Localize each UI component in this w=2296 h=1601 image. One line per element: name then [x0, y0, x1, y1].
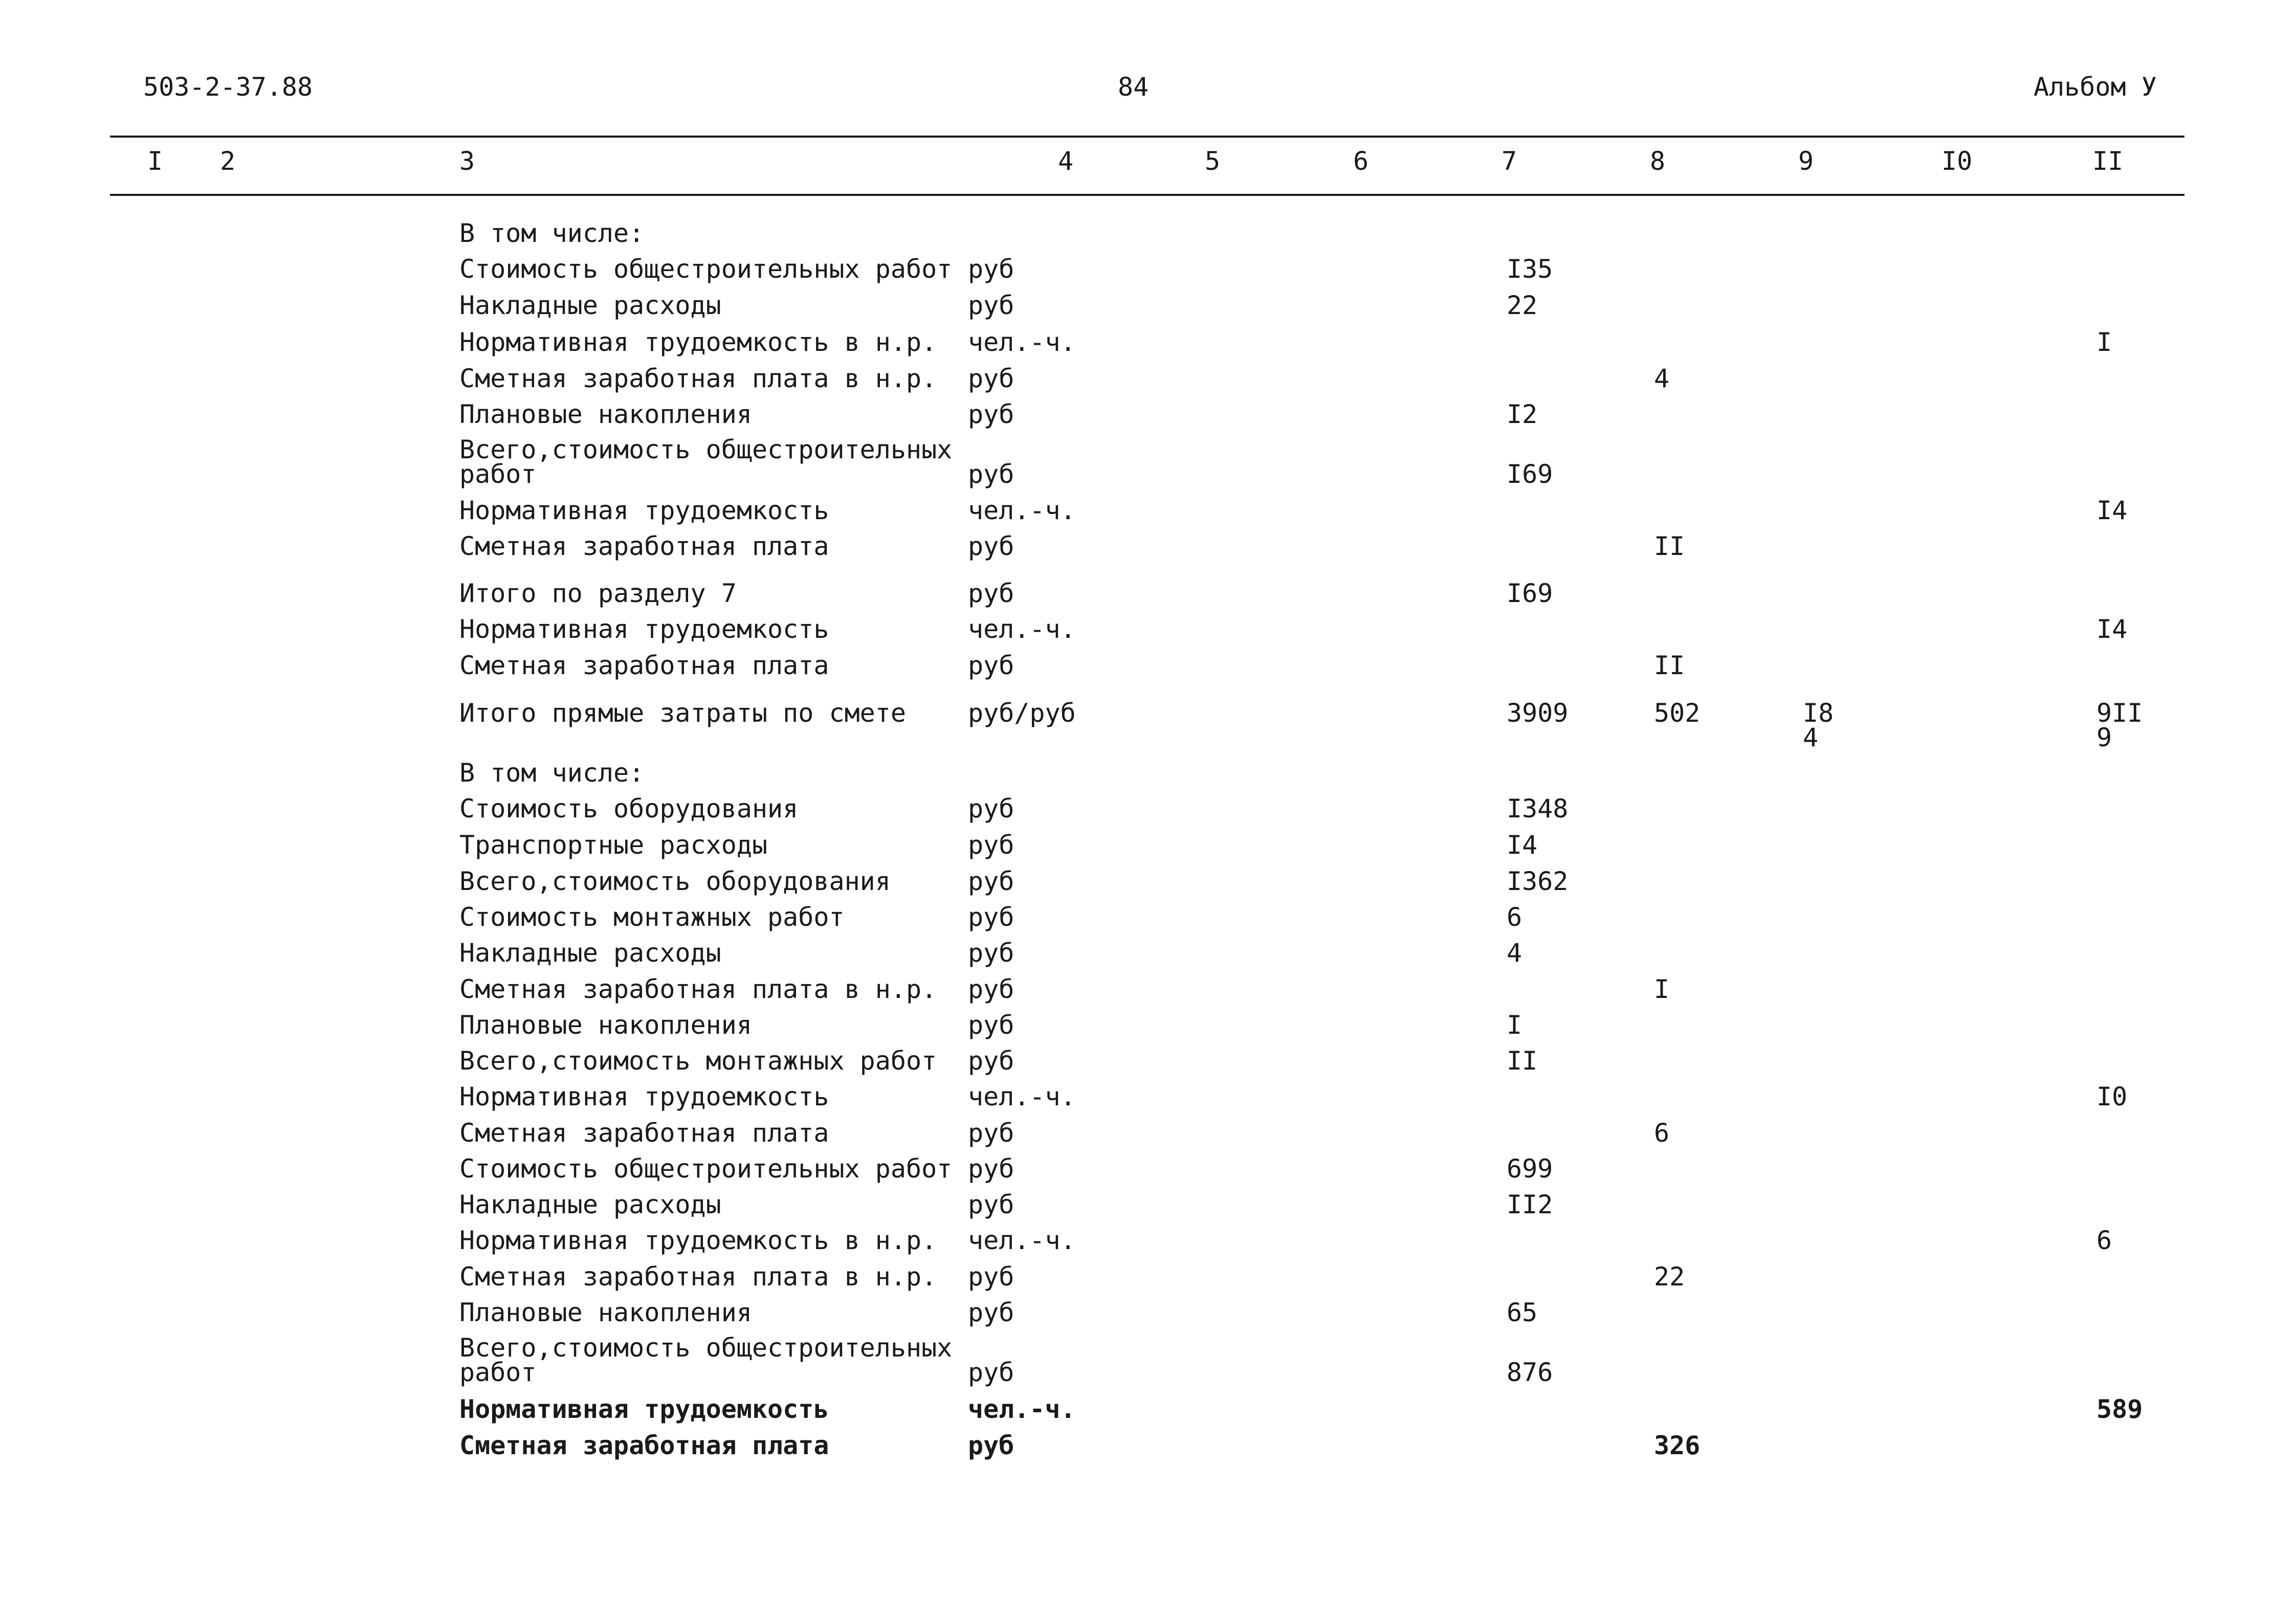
row-value-col11-line1: 9II: [2096, 698, 2143, 728]
row-unit: чел.-ч.: [968, 496, 1076, 525]
row-name: Накладные расходы: [459, 1190, 721, 1219]
row-unit: руб: [968, 291, 1014, 320]
row-value-col7: 4: [1507, 938, 1522, 968]
row-name: Сметная заработная плата: [459, 1431, 829, 1460]
row-value-col8: 326: [1654, 1431, 1701, 1460]
row-value-col7: I69: [1507, 579, 1553, 608]
row-name: Сметная заработная плата: [459, 651, 829, 680]
row-unit: чел.-ч.: [968, 614, 1076, 644]
column-number-6: 6: [1353, 146, 1369, 176]
row-value-col7: 65: [1507, 1298, 1538, 1327]
column-number-10: I0: [1941, 146, 1973, 176]
row-unit: руб: [968, 1010, 1014, 1040]
row-value-col8: II: [1654, 651, 1685, 680]
row-unit: руб: [968, 579, 1014, 608]
row-value-col7: 22: [1507, 291, 1538, 320]
row-unit: руб: [968, 902, 1014, 932]
row-value-col11: I4: [2096, 496, 2128, 525]
row-value-col7: 699: [1507, 1154, 1553, 1184]
row-name: Нормативная трудоемкость: [459, 496, 829, 525]
row-name: Плановые накопления: [459, 399, 752, 429]
row-name: Итого прямые затраты по смете: [459, 698, 906, 728]
column-number-7: 7: [1502, 146, 1517, 176]
row-name: Сметная заработная плата в н.р.: [459, 974, 937, 1004]
column-number-4: 4: [1058, 146, 1074, 176]
row-value-col7: I4: [1507, 830, 1538, 860]
row-name-line1: Всего,стоимость общестроительных: [459, 1333, 953, 1363]
row-value-col7: I348: [1507, 794, 1569, 824]
row-name: Нормативная трудоемкость: [459, 1082, 829, 1111]
row-value-col8: 502: [1654, 698, 1701, 728]
row-value-col11: 6: [2096, 1226, 2112, 1255]
row-unit: руб: [968, 866, 1014, 896]
row-value-col8: 6: [1654, 1118, 1670, 1148]
row-name: Сметная заработная плата: [459, 531, 829, 561]
row-unit: руб: [968, 364, 1014, 393]
row-unit: чел.-ч.: [968, 327, 1076, 357]
row-value-col8: I: [1654, 974, 1670, 1004]
row-value-col11: I4: [2096, 614, 2128, 644]
row-value-col7: I: [1507, 1010, 1522, 1040]
row-name: Стоимость общестроительных работ: [459, 1154, 953, 1184]
row-section-label: В том числе:: [459, 758, 645, 788]
row-section-label: В том числе:: [459, 218, 645, 248]
row-name: Нормативная трудоемкость в н.р.: [459, 327, 937, 357]
column-number-3: 3: [459, 146, 475, 176]
row-value-col9-line2: 4: [1803, 723, 1819, 752]
row-name: Стоимость общестроительных работ: [459, 254, 953, 284]
column-number-8: 8: [1650, 146, 1666, 176]
row-name: Плановые накопления: [459, 1298, 752, 1327]
row-unit: руб: [968, 830, 1014, 860]
column-number-11: II: [2092, 146, 2124, 176]
column-number-9: 9: [1798, 146, 1814, 176]
row-unit: руб: [968, 1358, 1014, 1387]
row-name: Нормативная трудоемкость в н.р.: [459, 1226, 937, 1255]
row-name: Сметная заработная плата: [459, 1118, 829, 1148]
row-unit: руб: [968, 938, 1014, 968]
row-name: Нормативная трудоемкость: [459, 1394, 829, 1424]
row-value-col8: 4: [1654, 364, 1670, 393]
row-value-col7: 3909: [1507, 698, 1569, 728]
row-value-col7: I2: [1507, 399, 1538, 429]
row-unit: руб: [968, 1190, 1014, 1219]
table-header-bottom-rule: [110, 194, 2184, 196]
row-value-col8: II: [1654, 531, 1685, 561]
row-name: Стоимость оборудования: [459, 794, 799, 824]
row-unit: чел.-ч.: [968, 1226, 1076, 1255]
row-unit: руб: [968, 974, 1014, 1004]
row-value-col9-line1: I8: [1803, 698, 1834, 728]
column-number-1: I: [147, 146, 163, 176]
row-name: Сметная заработная плата в н.р.: [459, 364, 937, 393]
row-name: Нормативная трудоемкость: [459, 614, 829, 644]
row-value-col8: 22: [1654, 1262, 1685, 1292]
table-header-top-rule: [110, 136, 2184, 138]
row-unit: чел.-ч.: [968, 1082, 1076, 1111]
document-code: 503-2-37.88: [143, 72, 313, 102]
row-name: Стоимость монтажных работ: [459, 902, 845, 932]
row-name: Транспортные расходы: [459, 830, 768, 860]
row-value-col7: II2: [1507, 1190, 1553, 1219]
row-unit: руб: [968, 794, 1014, 824]
row-value-col7: 876: [1507, 1358, 1553, 1387]
row-value-col7: I362: [1507, 866, 1569, 896]
row-value-col11: 589: [2096, 1394, 2143, 1424]
row-value-col7: II: [1507, 1046, 1538, 1076]
column-number-2: 2: [220, 146, 236, 176]
row-unit: руб: [968, 1046, 1014, 1076]
page-number: 84: [1118, 72, 1149, 102]
row-name: Накладные расходы: [459, 938, 721, 968]
row-name-line2: работ: [459, 459, 537, 489]
row-value-col7: 6: [1507, 902, 1522, 932]
row-name: Сметная заработная плата в н.р.: [459, 1262, 937, 1292]
row-name: Накладные расходы: [459, 291, 721, 320]
row-unit: руб/руб: [968, 698, 1076, 728]
row-unit: чел.-ч.: [968, 1394, 1076, 1424]
row-unit: руб: [968, 399, 1014, 429]
row-value-col11-line2: 9: [2096, 723, 2112, 752]
row-name: Всего,стоимость оборудования: [459, 866, 891, 896]
row-name: Всего,стоимость монтажных работ: [459, 1046, 937, 1076]
row-value-col11: I0: [2096, 1082, 2128, 1111]
row-value-col7: I35: [1507, 254, 1553, 284]
row-name: Плановые накопления: [459, 1010, 752, 1040]
row-value-col11: I: [2096, 327, 2112, 357]
row-name: Итого по разделу 7: [459, 579, 737, 608]
column-number-5: 5: [1205, 146, 1221, 176]
row-unit: руб: [968, 254, 1014, 284]
row-unit: руб: [968, 1431, 1014, 1460]
row-unit: руб: [968, 531, 1014, 561]
row-unit: руб: [968, 1118, 1014, 1148]
row-unit: руб: [968, 1154, 1014, 1184]
row-unit: руб: [968, 459, 1014, 489]
row-name-line2: работ: [459, 1358, 537, 1387]
row-unit: руб: [968, 1298, 1014, 1327]
row-unit: руб: [968, 1262, 1014, 1292]
row-unit: руб: [968, 651, 1014, 680]
row-name-line1: Всего,стоимость общестроительных: [459, 435, 953, 464]
row-value-col7: I69: [1507, 459, 1553, 489]
album-label: Альбом У: [2034, 72, 2157, 102]
